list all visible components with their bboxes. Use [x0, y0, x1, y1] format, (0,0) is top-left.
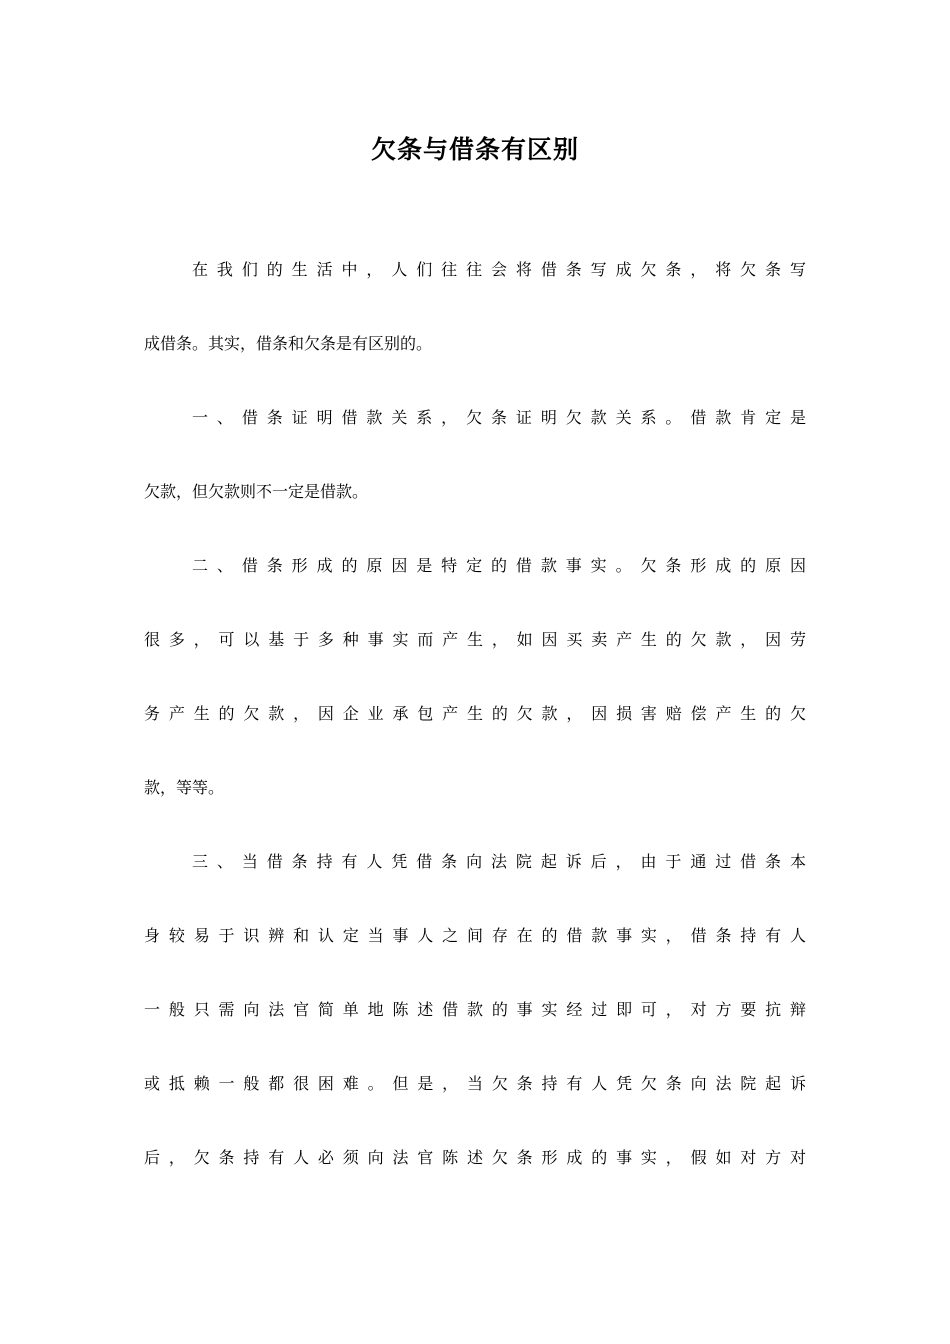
body-line: 很多，可以基于多种事实而产生，如因买卖产生的欠款，因劳: [144, 630, 806, 649]
body-line: 欠款，但欠款则不一定是借款。: [144, 482, 369, 501]
body-line: 身较易于识辨和认定当事人之间存在的借款事实，借条持有人: [144, 926, 806, 945]
body-line: 一般只需向法官简单地陈述借款的事实经过即可，对方要抗辩: [144, 1000, 806, 1019]
body-line: 三、当借条持有人凭借条向法院起诉后，由于通过借条本: [192, 852, 806, 871]
body-line: 成借条。其实，借条和欠条是有区别的。: [144, 334, 433, 353]
body-line: 务产生的欠款，因企业承包产生的欠款，因损害赔偿产生的欠: [144, 704, 806, 723]
document-title: 欠条与借条有区别: [370, 135, 579, 164]
body-line: 或抵赖一般都很困难。但是，当欠条持有人凭欠条向法院起诉: [144, 1074, 806, 1093]
body-line: 后，欠条持有人必须向法官陈述欠条形成的事实，假如对方对: [144, 1148, 806, 1167]
body-line: 二、借条形成的原因是特定的借款事实。欠条形成的原因: [192, 556, 806, 575]
document-body: [144, 257, 806, 1219]
body-line: 在我们的生活中，人们往往会将借条写成欠条，将欠条写: [192, 260, 806, 279]
body-line: 一、借条证明借款关系，欠条证明欠款关系。借款肯定是: [192, 408, 806, 427]
body-line: 款，等等。: [144, 778, 225, 797]
